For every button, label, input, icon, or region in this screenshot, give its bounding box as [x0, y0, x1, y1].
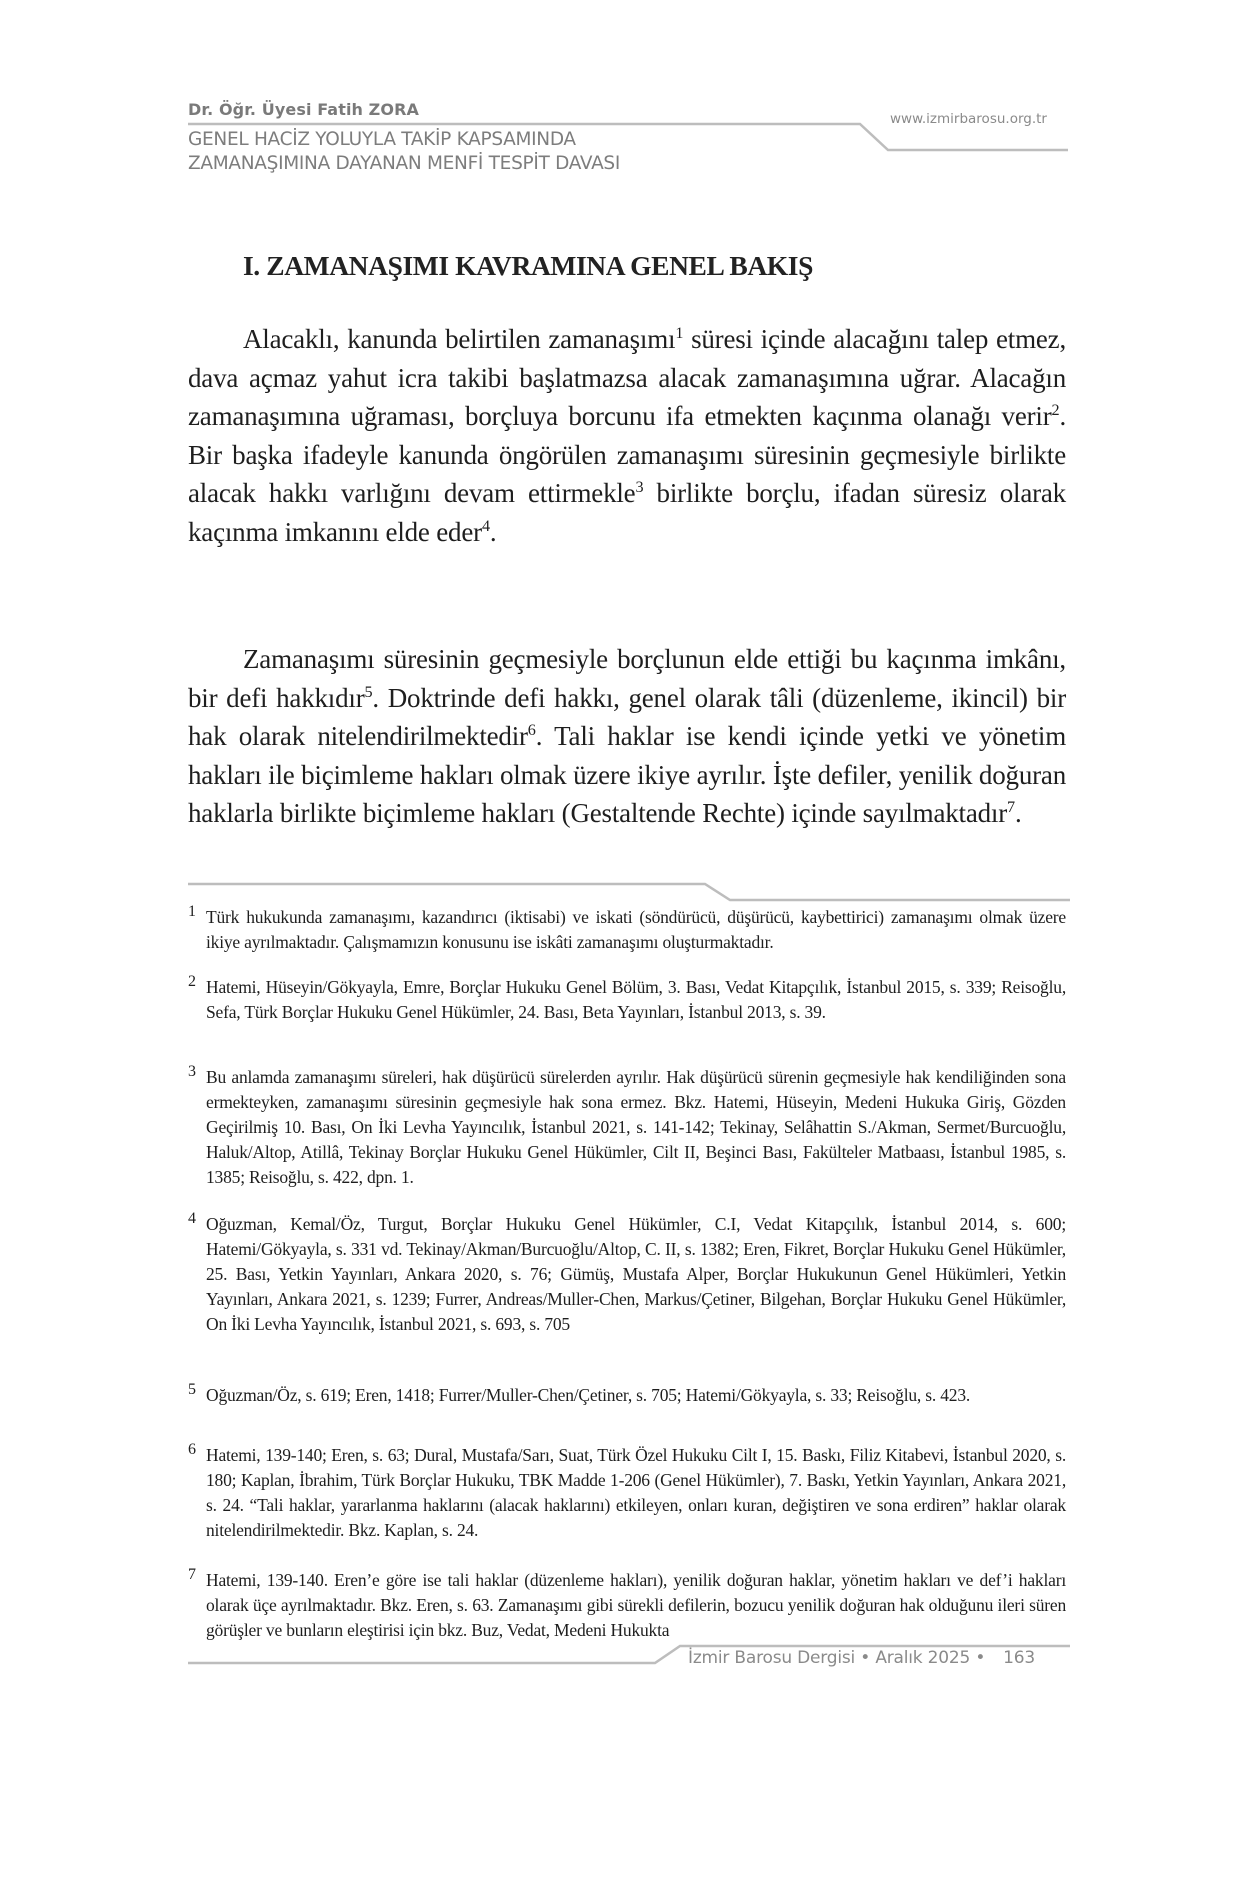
- running-header-title-line1: GENEL HACİZ YOLUYLA TAKİP KAPSAMINDA: [188, 129, 576, 150]
- footnote-text: Türk hukukunda zamanaşımı, kazandırıcı (iktisabi) ve iskati (söndürücü, düşürücü, kaybettirici) zamanaşımı olmak üzere ikiye ayrılmaktadır. Çalışmamızın konusunu ise iskâti zamanaşımı oluşturmaktadır.: [206, 907, 1066, 952]
- footnote-text: Oğuzman, Kemal/Öz, Turgut, Borçlar Hukuku Genel Hükümler, C.I, Vedat Kitapçılık, İstanbul 2014, s. 600; Hatemi/Gökyayla, s. 331 vd. Tekinay/Akman/Burcuoğlu/Altop, C. II, s. 1382; Eren, Fikret, Borçlar Hukuku Genel Hükümler, 25. Bası, Yetkin Yayınları, Ankara 2020, s. 76; Gümüş, Mustafa Alper, Borçlar Hukukunun Genel Hükümleri, Yetkin Yayınları, Ankara 2021, s. 1239; Furrer, Andreas/Muller-Chen, Markus/Çetiner, Bilgehan, Borçlar Hukuku Genel Hükümler, On İki Levha Yayıncılık, İstanbul 2021, s. 693, s. 705: [206, 1214, 1066, 1334]
- footnote: [188, 975, 1066, 1025]
- running-footer: [688, 1648, 1035, 1668]
- footnote: [188, 1212, 1066, 1337]
- running-header-title: [188, 128, 620, 176]
- footnote-text: Hatemi, 139-140; Eren, s. 63; Dural, Mustafa/Sarı, Suat, Türk Özel Hukuku Cilt I, 15. Baskı, Filiz Kitabevi, İstanbul 2020, s. 180; Kaplan, İbrahim, Türk Borçlar Hukuku, TBK Madde 1-206 (Genel Hükümler), 7. Baskı, Yetkin Yayınları, Ankara 2021, s. 24. “Tali haklar, yararlanma haklarını (alacak haklarını) etkileyen, onları kuran, değiştiren ve sona erdiren” haklar olarak nitelendirilmektedir. Bkz. Kaplan, s. 24.: [206, 1445, 1066, 1540]
- footnote-ref[interactable]: 7: [1007, 798, 1015, 816]
- footnote-text: Hatemi, Hüseyin/Gökyayla, Emre, Borçlar Hukuku Genel Bölüm, 3. Bası, Vedat Kitapçılık, İstanbul 2015, s. 339; Reisoğlu, Sefa, Türk Borçlar Hukuku Genel Hükümler, 24. Bası, Beta Yayınları, İstanbul 2013, s. 39.: [206, 977, 1066, 1022]
- footnote-ref[interactable]: 5: [364, 682, 373, 701]
- website-link[interactable]: www.izmirbarosu.org.tr: [890, 111, 1047, 127]
- running-header-title-line2: ZAMANAŞIMINA DAYANAN MENFİ TESPİT DAVASI: [188, 153, 621, 174]
- footnote: [188, 1568, 1066, 1643]
- footnote-number: 3: [188, 1063, 196, 1080]
- footnote-ref[interactable]: 1: [675, 324, 684, 342]
- footnote-ref[interactable]: 4: [481, 516, 490, 535]
- footnote-ref[interactable]: 2: [1051, 401, 1060, 419]
- journal-name: İzmir Barosu Dergisi • Aralık 2025 •: [688, 1648, 986, 1668]
- footnote-number: 7: [188, 1566, 196, 1583]
- footnote: [188, 1383, 1066, 1408]
- footnote: [188, 1443, 1066, 1543]
- footnote-number: 4: [188, 1210, 196, 1227]
- footnote-ref[interactable]: 6: [527, 721, 536, 739]
- body-paragraph: Alacaklı, kanunda belirtilen zamanaşımı$^1$ süresi içinde alacağını talep etmez, dava açmaz yahut icra takibi başlatmazsa alacak zamanaşımına uğrar. Alacağın zamanaşımına uğraması, borçluya borcunu ifa etmekten kaçınma olanağı verir$^2$. Bir başka ifadeyle kanunda öngörülen zamanaşımı süresinin geçmesiyle birlikte alacak hakkı varlığını devam ettirmekle$^3$ birlikte borçlu, ifadan süresiz olarak kaçınma imkanını elde eder$^4$.: [188, 324, 1066, 547]
- footnote-text: Bu anlamda zamanaşımı süreleri, hak düşürücü sürelerden ayrılır. Hak düşürücü sürenin geçmesiyle hak kendiliğinden sona ermekteyken, zamanaşımı süresinin geçmesiyle hak sona ermez. Bkz. Hatemi, Hüseyin, Medeni Hukuka Giriş, Gözden Geçirilmiş 10. Bası, On İki Levha Yayıncılık, İstanbul 2021, s. 141-142; Tekinay, Selâhattin S./Akman, Sermet/Burcuoğlu, Haluk/Altop, Atillâ, Tekinay Borçlar Hukuku Genel Hükümler, Cilt II, Beşinci Bası, Fakülteler Matbaası, İstanbul 1985, s. 1385; Reisoğlu, s. 422, dpn. 1.: [206, 1067, 1066, 1187]
- footnote-number: 2: [188, 973, 196, 990]
- footnote: [188, 1065, 1066, 1190]
- page-number: 163: [1003, 1648, 1035, 1668]
- footnote-number: 1: [188, 903, 196, 920]
- running-header-author: Dr. Öğr. Üyesi Fatih ZORA: [188, 100, 419, 119]
- body-paragraph: Zamanaşımı süresinin geçmesiyle borçlunun elde ettiği bu kaçınma imkânı, bir defi hakkıdır$^5$. Doktrinde defi hakkı, genel olarak tâli (düzenleme, ikincil) bir hak olarak nitelendirilmektedir$^6$. Tali haklar ise kendi içinde yetki ve yönetim hakları ile biçimleme hakları olmak üzere ikiye ayrılır. İşte defiler, yenilik doğuran haklarla birlikte biçimleme hakları (Gestaltende Rechte) içinde sayılmaktadır$^7$.: [188, 644, 1066, 828]
- footnote-number: 5: [188, 1381, 196, 1398]
- footnote-ref[interactable]: 3: [635, 478, 644, 496]
- footnote-text: Hatemi, 139-140. Eren’e göre ise tali haklar (düzenleme hakları), yenilik doğuran haklar, yönetim hakları ve def’i hakları olarak üçe ayrılmaktadır. Bkz. Eren, s. 63. Zamanaşımı gibi sürekli defilerin, bozucu yenilik doğuran hak olduğunu ileri süren görüşler ve bunların eleştirisi için bkz. Buz, Vedat, Medeni Hukukta: [206, 1570, 1066, 1640]
- footnote: [188, 905, 1066, 955]
- section-heading: I. ZAMANAŞIMI KAVRAMINA GENEL BAKIŞ: [243, 250, 813, 281]
- footnote-text: Oğuzman/Öz, s. 619; Eren, 1418; Furrer/Muller-Chen/Çetiner, s. 705; Hatemi/Gökyayla, s. 33; Reisoğlu, s. 423.: [206, 1385, 971, 1405]
- footnote-number: 6: [188, 1441, 196, 1458]
